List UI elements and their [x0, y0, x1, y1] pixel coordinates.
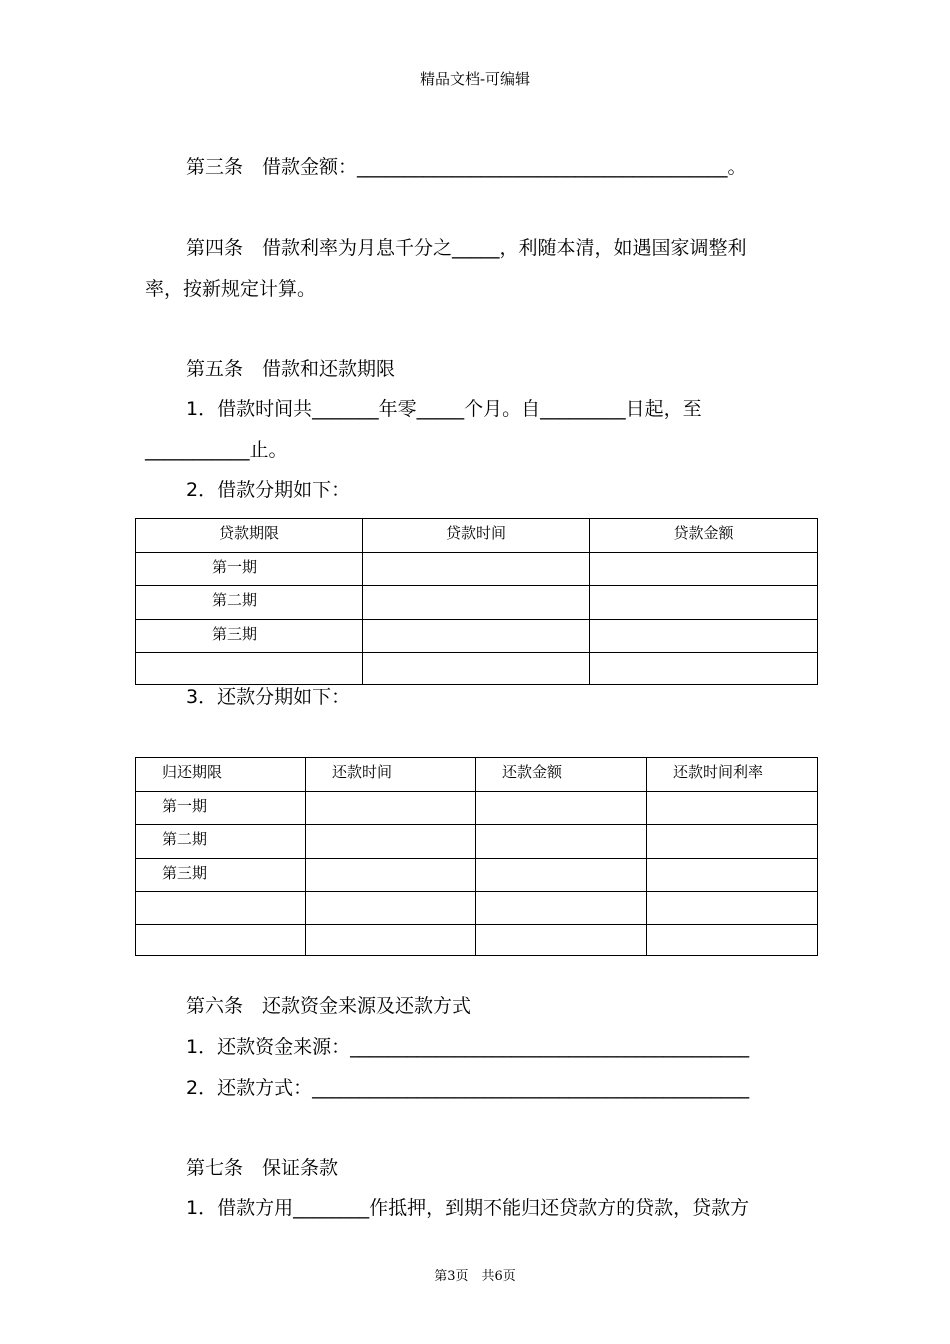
table-cell [136, 892, 306, 925]
table-cell [306, 792, 476, 825]
table-cell: 第二期 [136, 825, 306, 859]
table-header-cell: 还款金额 [476, 758, 647, 792]
table-cell [590, 653, 818, 685]
article-4-interest-rate-line1: 第四条 借款利率为月息千分之_____，利随本清，如遇国家调整利 [186, 237, 747, 259]
page-footer: 第3页 共6页 [434, 1269, 516, 1284]
article-5-item3: 3．还款分期如下： [186, 686, 351, 708]
table-cell [363, 553, 590, 586]
table-row [136, 859, 818, 892]
table-cell [647, 825, 818, 859]
table-header-cell: 还款时间 [306, 758, 476, 792]
table-cell [590, 620, 818, 653]
table-cell [306, 825, 476, 859]
page-header: 精品文档-可编辑 [419, 70, 531, 88]
article-3-loan-amount: 第三条 借款金额：_______________________________________。 [186, 156, 747, 178]
table-cell [363, 620, 590, 653]
table-cell: 第三期 [136, 859, 306, 892]
table-cell: 第三期 [136, 620, 363, 653]
table-cell [306, 859, 476, 892]
table-row [136, 553, 818, 586]
table-cell [647, 925, 818, 956]
table-header-cell: 归还期限 [136, 758, 306, 792]
article-5-item1-line2: ___________止。 [145, 439, 288, 461]
table-cell: 第一期 [136, 792, 306, 825]
article-4-interest-rate-line2: 率，按新规定计算。 [145, 278, 317, 300]
table-cell: 第二期 [136, 586, 363, 620]
article-6-item1: 1．还款资金来源：__________________________________________ [186, 1036, 750, 1058]
table-cell [647, 892, 818, 925]
table-header-cell: 还款时间利率 [647, 758, 818, 792]
table-header-cell: 贷款时间 [363, 519, 590, 553]
table-row [136, 586, 818, 620]
table-cell: 第一期 [136, 553, 363, 586]
table-header-row [136, 758, 818, 792]
table-row [136, 892, 818, 925]
article-6-item2: 2．还款方式：______________________________________________ [186, 1077, 750, 1099]
table-cell [476, 892, 647, 925]
table-cell [136, 653, 363, 685]
article-5-item2: 2．借款分期如下： [186, 479, 351, 501]
table-cell [476, 859, 647, 892]
table-cell [136, 925, 306, 956]
table-row [136, 925, 818, 956]
article-5-item1-line1: 1．借款时间共_______年零_____个月。自_________日起，至 [186, 398, 702, 420]
table-cell [647, 859, 818, 892]
table-row [136, 792, 818, 825]
repayment-installment-table [135, 757, 818, 956]
table-row [136, 825, 818, 859]
table-cell [476, 792, 647, 825]
article-7-item1: 1．借款方用________作抵押，到期不能归还贷款方的贷款，贷款方 [186, 1197, 750, 1219]
table-header-row [136, 519, 818, 553]
table-cell [306, 925, 476, 956]
table-header-cell: 贷款金额 [590, 519, 818, 553]
table-row [136, 620, 818, 653]
table-cell [363, 586, 590, 620]
table-cell [590, 586, 818, 620]
table-header-cell: 贷款期限 [136, 519, 363, 553]
table-cell [590, 553, 818, 586]
article-7-title: 第七条 保证条款 [186, 1157, 339, 1179]
table-cell [363, 653, 590, 685]
table-cell [306, 892, 476, 925]
table-cell [476, 825, 647, 859]
loan-installment-table [135, 518, 818, 685]
article-5-title: 第五条 借款和还款期限 [186, 358, 396, 380]
article-6-title: 第六条 还款资金来源及还款方式 [186, 995, 472, 1017]
table-cell [476, 925, 647, 956]
table-row [136, 653, 818, 685]
table-cell [647, 792, 818, 825]
